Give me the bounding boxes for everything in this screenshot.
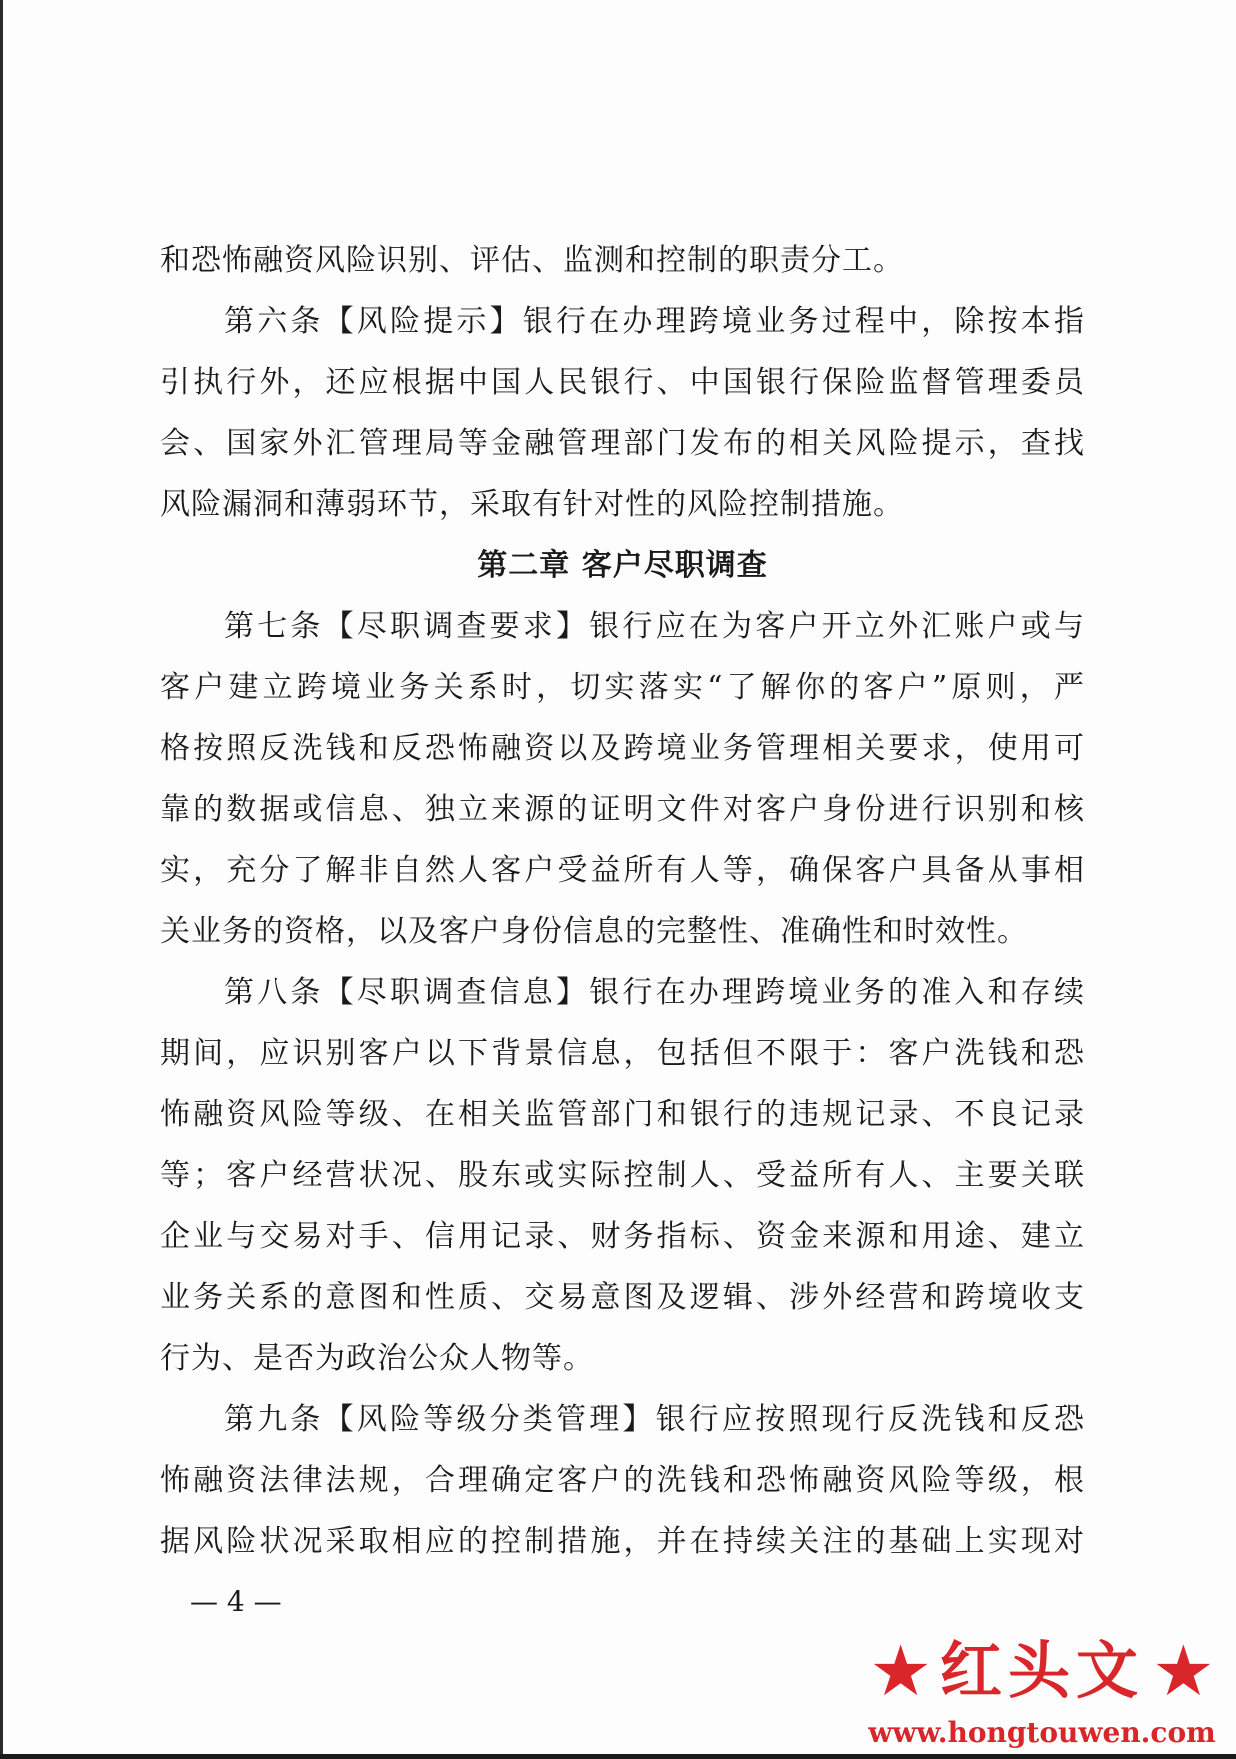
- paragraph-line: 和恐怖融资风险识别、评估、监测和控制的职责分工。: [160, 243, 904, 278]
- paragraph-line: 第六条【风险提示】银行在办理跨境业务过程中，除按本指: [224, 304, 1085, 339]
- paragraph-line: 业务关系的意图和性质、交易意图及逻辑、涉外经营和跨境收支: [160, 1280, 1085, 1315]
- paragraph-line: 第七条【尽职调查要求】银行应在为客户开立外汇账户或与: [224, 609, 1085, 644]
- document-body: [160, 230, 1085, 1572]
- scan-edge-line: [0, 0, 3, 1759]
- paragraph-line: 引执行外，还应根据中国人民银行、中国银行保险监督管理委员: [160, 365, 1085, 400]
- paragraph-line: 期间，应识别客户以下背景信息，包括但不限于：客户洗钱和恐: [160, 1036, 1085, 1071]
- watermark-title: [856, 1628, 1228, 1714]
- chapter-heading: 第二章 客户尽职调查: [477, 548, 768, 583]
- star-icon: ★: [869, 1630, 932, 1712]
- paragraph-line: 客户建立跨境业务关系时，切实落实“了解你的客户”原则，严: [160, 670, 1085, 705]
- paragraph-line: 据风险状况采取相应的控制措施，并在持续关注的基础上实现对: [160, 1524, 1085, 1559]
- page-number: — 4 —: [190, 1585, 282, 1618]
- star-icon: ★: [1152, 1630, 1215, 1712]
- paragraph-line: 等；客户经营状况、股东或实际控制人、受益所有人、主要关联: [160, 1158, 1085, 1193]
- paragraph-line: 风险漏洞和薄弱环节，采取有针对性的风险控制措施。: [160, 487, 904, 522]
- watermark-logo: [856, 1628, 1228, 1752]
- paragraph-line: 靠的数据或信息、独立来源的证明文件对客户身份进行识别和核: [160, 792, 1085, 827]
- paragraph-line: 实，充分了解非自然人客户受益所有人等，确保客户具备从事相: [160, 853, 1085, 888]
- watermark-url: www.hongtouwen.com: [868, 1716, 1216, 1749]
- paragraph-line: 行为、是否为政治公众人物等。: [160, 1341, 594, 1376]
- paragraph-line: 企业与交易对手、信用记录、财务指标、资金来源和用途、建立: [160, 1219, 1085, 1254]
- paragraph-line: 第九条【风险等级分类管理】银行应按照现行反洗钱和反恐: [224, 1402, 1085, 1437]
- scan-bottom-edge: [0, 1754, 1236, 1759]
- paragraph-line: 会、国家外汇管理局等金融管理部门发布的相关风险提示，查找: [160, 426, 1085, 461]
- paragraph-line: 怖融资风险等级、在相关监管部门和银行的违规记录、不良记录: [160, 1097, 1085, 1132]
- paragraph-line: 怖融资法律法规，合理确定客户的洗钱和恐怖融资风险等级，根: [160, 1463, 1085, 1498]
- paragraph-line: 第八条【尽职调查信息】银行在办理跨境业务的准入和存续: [224, 975, 1085, 1010]
- paragraph-line: 格按照反洗钱和反恐怖融资以及跨境业务管理相关要求，使用可: [160, 731, 1085, 766]
- paragraph-line: 关业务的资格，以及客户身份信息的完整性、准确性和时效性。: [160, 914, 1028, 949]
- watermark-text: 红头文: [939, 1634, 1144, 1707]
